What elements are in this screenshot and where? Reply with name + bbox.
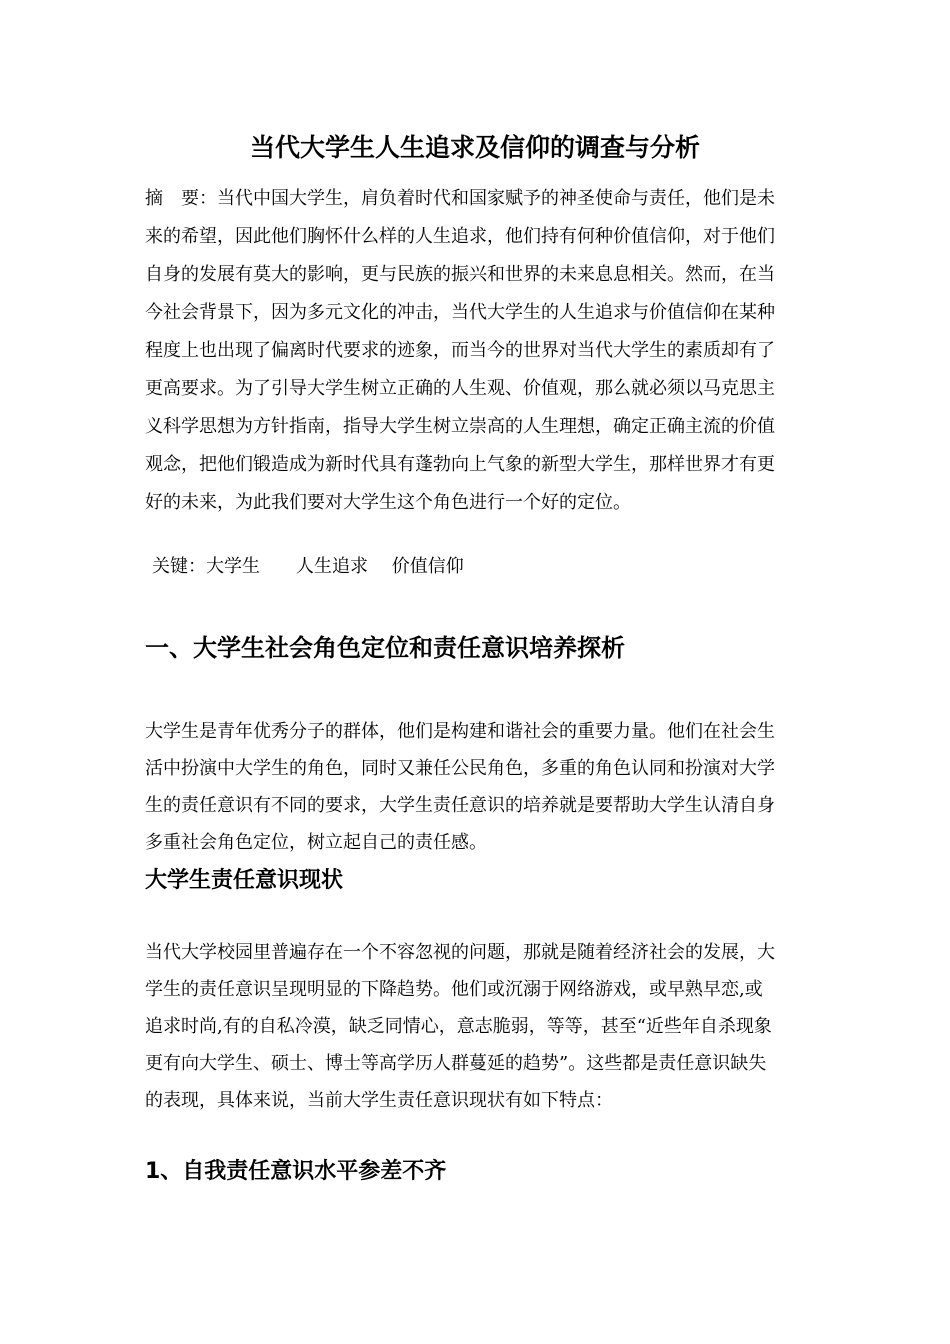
abstract-line: 更高要求。为了引导大学生树立正确的人生观、价值观，那么就必须以马克思主 — [145, 378, 775, 399]
section1-paragraph — [145, 713, 809, 861]
section2-line: 的表现，具体来说，当前大学生责任意识现状有如下特点： — [145, 1090, 613, 1111]
abstract-line: 观念，把他们锻造成为新时代具有蓬勃向上气象的新型大学生，那样世界才有更 — [145, 454, 775, 475]
abstract-line: 今社会背景下，因为多元文化的冲击，当代大学生的人生追求与价值信仰在某种 — [145, 302, 775, 323]
section2-line: 更有向大学生、硕士、博士等高学历人群蔓延的趋势”。这些都是责任意识缺失 — [145, 1053, 767, 1074]
section2-line: 追求时尚,有的自私冷漠，缺乏同情心，意志脆弱，等等，甚至“近些年自杀现象 — [145, 1016, 772, 1037]
abstract-line: 自身的发展有莫大的影响，更与民族的振兴和世界的未来息息相关。然而，在当 — [145, 264, 775, 285]
section1-line: 大学生是青年优秀分子的群体，他们是构建和谐社会的重要力量。他们在社会生 — [145, 721, 775, 742]
abstract-line: 来的希望，因此他们胸怀什么样的人生追求，他们持有何种价值信仰，对于他们 — [145, 226, 775, 247]
section2-line: 当代大学校园里普遍存在一个不容忽视的问题，那就是随着经济社会的发展，大 — [145, 942, 775, 963]
keywords-line: 关键：大学生 人生追求 价值信仰 — [152, 556, 464, 577]
section1-line: 多重社会角色定位，树立起自己的责任感。 — [145, 832, 487, 853]
section-heading-2: 大学生责任意识现状 — [145, 868, 344, 893]
section1-line: 活中扮演中大学生的角色，同时又兼任公民角色，多重的角色认同和扮演对大学 — [145, 758, 775, 779]
section2-line: 学生的责任意识呈现明显的下降趋势。他们或沉溺于网络游戏，或早熟早恋,或 — [145, 979, 763, 1000]
abstract-line: 好的未来，为此我们要对大学生这个角色进行一个好的定位。 — [145, 492, 631, 513]
abstract-line: 义科学思想为方针指南，指导大学生树立崇高的人生理想，确定正确主流的价值 — [145, 416, 775, 437]
abstract-line: 程度上也出现了偏离时代要求的迹象，而当今的世界对当代大学生的素质却有了 — [145, 340, 775, 361]
section1-line: 生的责任意识有不同的要求，大学生责任意识的培养就是要帮助大学生认清自身 — [145, 795, 775, 816]
abstract-line: 摘 要：当代中国大学生，肩负着时代和国家赋予的神圣使命与责任，他们是未 — [145, 188, 775, 209]
abstract-paragraph — [145, 180, 809, 522]
document-title: 当代大学生人生追求及信仰的调查与分析 — [249, 133, 700, 162]
section2-paragraph — [145, 934, 809, 1119]
section-heading-3: 1、自我责任意识水平参差不齐 — [145, 1159, 447, 1184]
section-heading-1: 一、大学生社会角色定位和责任意识培养探析 — [145, 634, 625, 662]
